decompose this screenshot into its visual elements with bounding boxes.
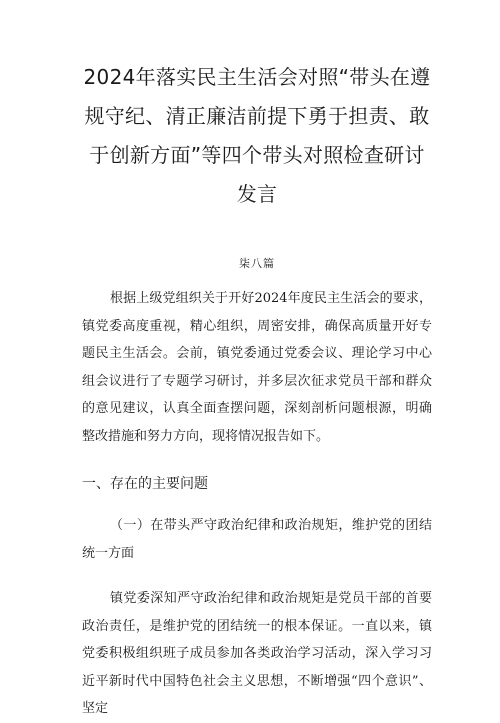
intro-paragraph: 根据上级党组织关于开好2024年度民主生活会的要求，镇党委高度重视，精心组织，周密安排，确保高质量开好专题民主生活会。会前，镇党委通过党委会议、理论学习中心组会议进行了专题学习研讨，并多层次征求党员干部和群众的意见建议，认真全面查摆问题，深刻剖析问题根源，明确整改措施和努力方向，现将情况报告如下。 [82, 291, 432, 444]
subsection-heading: （一）在带头严守政治纪律和政治规矩，维护党的团结统一方面 [82, 518, 432, 561]
body-paragraph: 镇党委深知严守政治纪律和政治规矩是党员干部的首要政治责任，是维护党的团结统一的根本保证。一直以来，镇党委积极组织班子成员参加各类政治学习活动，深入学习习近平新时代中国特色社会主义思想，不断增强“四个意识”、坚定 [82, 591, 432, 716]
document-title: 2024年落实民主生活会对照“带头在遵规守纪、清正廉洁前提下勇于担责、敢于创新方面”等四个带头对照检查研讨发言 [83, 65, 431, 206]
section-heading: 一、存在的主要问题 [82, 476, 208, 492]
part-label: 柒八篇 [239, 257, 275, 270]
